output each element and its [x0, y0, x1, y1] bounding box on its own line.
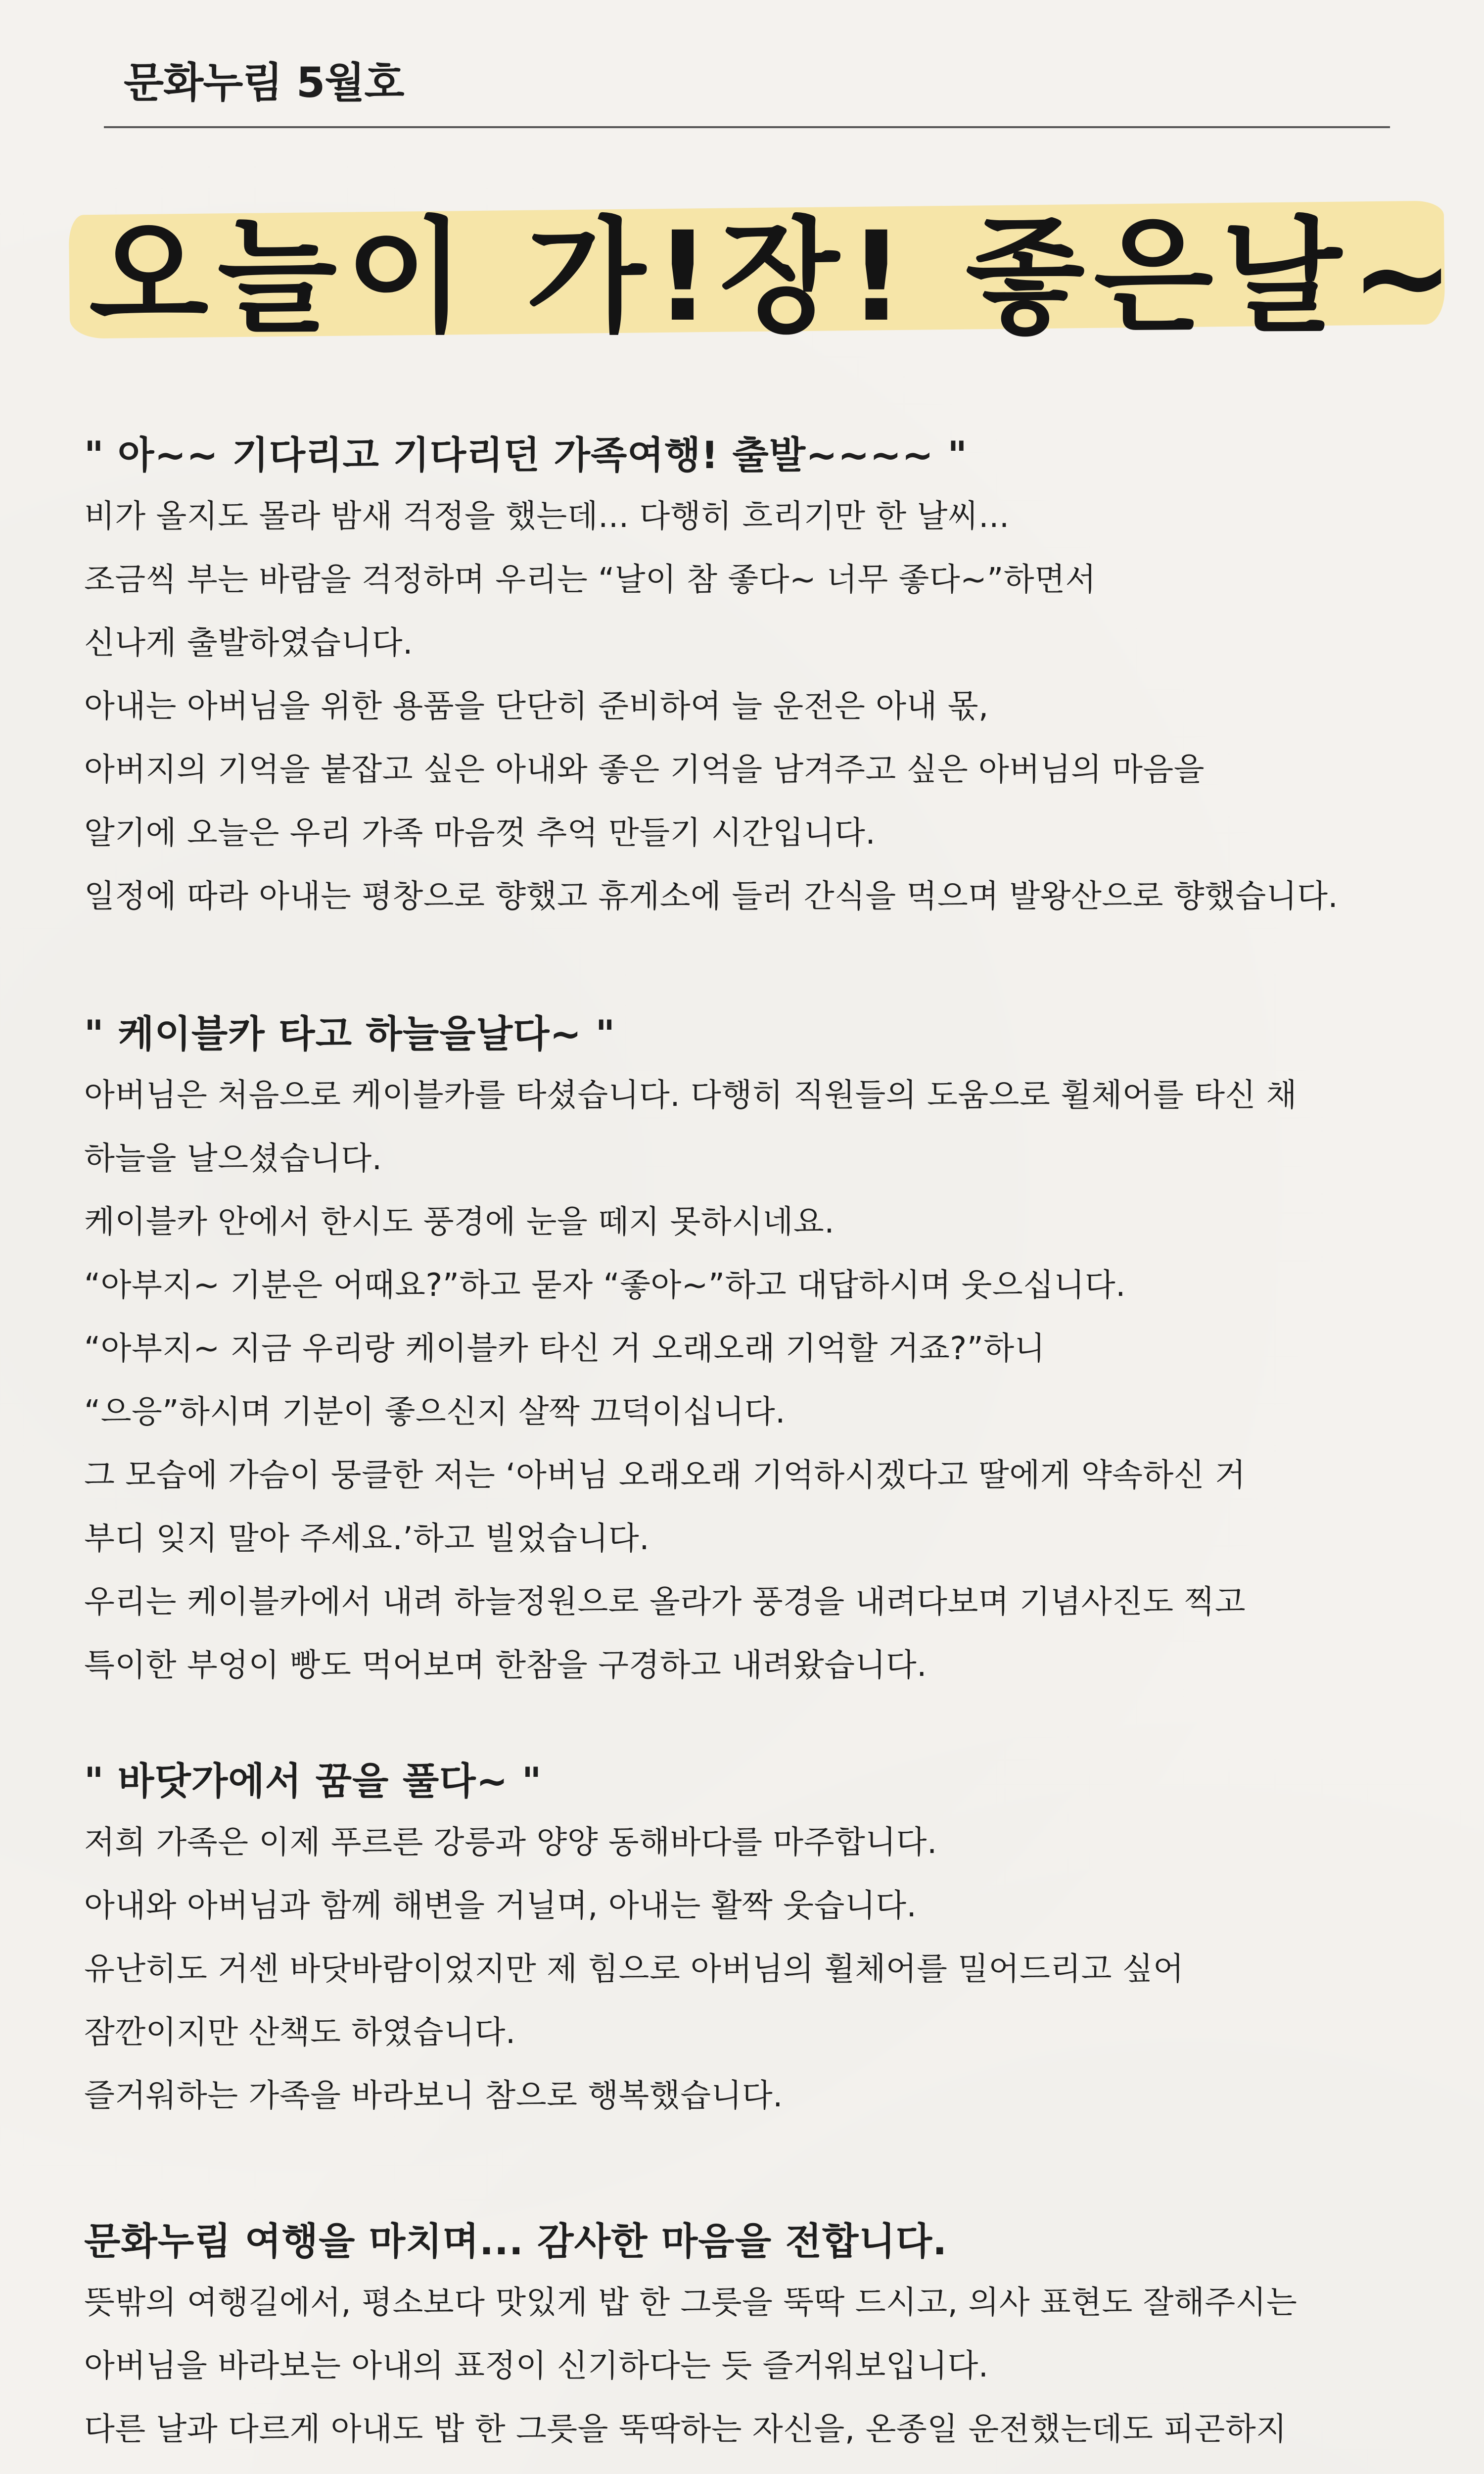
body-line: 아버지의 기억을 붙잡고 싶은 아내와 좋은 기억을 남겨주고 싶은 아버님의 마음을 — [84, 752, 1205, 788]
issue-label: 문화누림 5월호 — [124, 58, 404, 107]
body-line: 알기에 오늘은 우리 가족 마음껏 추억 만들기 시간입니다. — [84, 815, 876, 852]
body-line: 일정에 따라 아내는 평창으로 향했고 휴게소에 들러 간식을 먹으며 발왕산으로 향했습니다. — [84, 878, 1339, 915]
body-line: 아버님을 바라보는 아내의 표정이 신기하다는 듯 즐거워보입니다. — [84, 2348, 989, 2384]
body-line: 조금씩 부는 바람을 걱정하며 우리는 “날이 참 좋다~ 너무 좋다~”하면서 — [84, 562, 1096, 598]
body-line: 하늘을 날으셨습니다. — [84, 1141, 382, 1177]
body-line: 우리는 케이블카에서 내려 하늘정원으로 올라가 풍경을 내려다보며 기념사진도 찍고 — [84, 1584, 1246, 1620]
body-line: “아부지~ 기분은 어때요?”하고 묻자 “좋아~”하고 대답하시며 웃으십니다. — [84, 1267, 1126, 1304]
body-line: “아부지~ 지금 우리랑 케이블카 타신 거 오래오래 기억할 거죠?”하니 — [84, 1331, 1046, 1367]
body-line: 비가 올지도 몰라 밤새 걱정을 했는데... 다행히 흐리기만 한 날씨... — [84, 498, 1010, 535]
section-heading: " 아~~ 기다리고 기다리던 가족여행! 출발~~~~ " — [84, 433, 968, 477]
body-line: “으응”하시며 기분이 좋으신지 살짝 끄덕이십니다. — [84, 1394, 786, 1430]
body-line: 케이블카 안에서 한시도 풍경에 눈을 떼지 못하시네요. — [84, 1204, 835, 1240]
body-line: 아내와 아버님과 함께 해변을 거닐며, 아내는 활짝 웃습니다. — [84, 1888, 917, 1924]
body-line: 아버님은 처음으로 케이블카를 타셨습니다. 다행히 직원들의 도움으로 휠체어를 타신 채 — [84, 1077, 1298, 1114]
body-line: 즐거워하는 가족을 바라보니 참으로 행복했습니다. — [84, 2078, 784, 2114]
section-beach — [84, 1752, 1430, 2128]
body-line: 다른 날과 다르게 아내도 밥 한 그릇을 뚝딱하는 자신을, 온종일 운전했는데도 피곤하지 — [84, 2411, 1287, 2448]
body-line — [84, 2461, 1430, 2474]
section-cablecar — [84, 1004, 1430, 1697]
body-line: 부디 잊지 말아 주세요.’하고 빌었습니다. — [84, 1521, 650, 1557]
body-line: 저희 가족은 이제 푸르른 강릉과 양양 동해바다를 마주합니다. — [84, 1824, 937, 1861]
section-departure — [84, 426, 1430, 928]
body-line: 특이한 부엉이 빵도 먹어보며 한참을 구경하고 내려왔습니다. — [84, 1647, 928, 1684]
body-line: 그 모습에 가슴이 뭉클한 저는 ‘아버님 오래오래 기억하시겠다고 딸에게 약속하신 거 — [84, 1457, 1246, 1494]
body-line: 잠깐이지만 산책도 하였습니다. — [84, 2014, 516, 2051]
section-heading: 문화누림 여행을 마치며... 감사한 마음을 전합니다. — [84, 2219, 948, 2263]
body-line: 유난히도 거센 바닷바람이었지만 제 힘으로 아버님의 휠체어를 밀어드리고 싶어 — [84, 1951, 1184, 1988]
body-line: 뜻밖의 여행길에서, 평소보다 맛있게 밥 한 그릇을 뚝딱 드시고, 의사 표현도 잘해주시는 — [84, 2284, 1298, 2321]
section-heading: " 케이블카 타고 하늘을날다~ " — [84, 1012, 616, 1056]
body-line: 아내는 아버님을 위한 용품을 단단히 준비하여 늘 운전은 아내 몫, — [84, 688, 989, 725]
top-divider — [104, 126, 1390, 128]
section-closing-thoughts — [84, 2212, 1430, 2474]
body-line: 신나게 출발하였습니다. — [84, 625, 413, 662]
section-heading: " 바닷가에서 꿈을 풀다~ " — [84, 1759, 542, 1803]
page-title: 오늘이 가!장! 좋은날~ — [89, 205, 1463, 349]
